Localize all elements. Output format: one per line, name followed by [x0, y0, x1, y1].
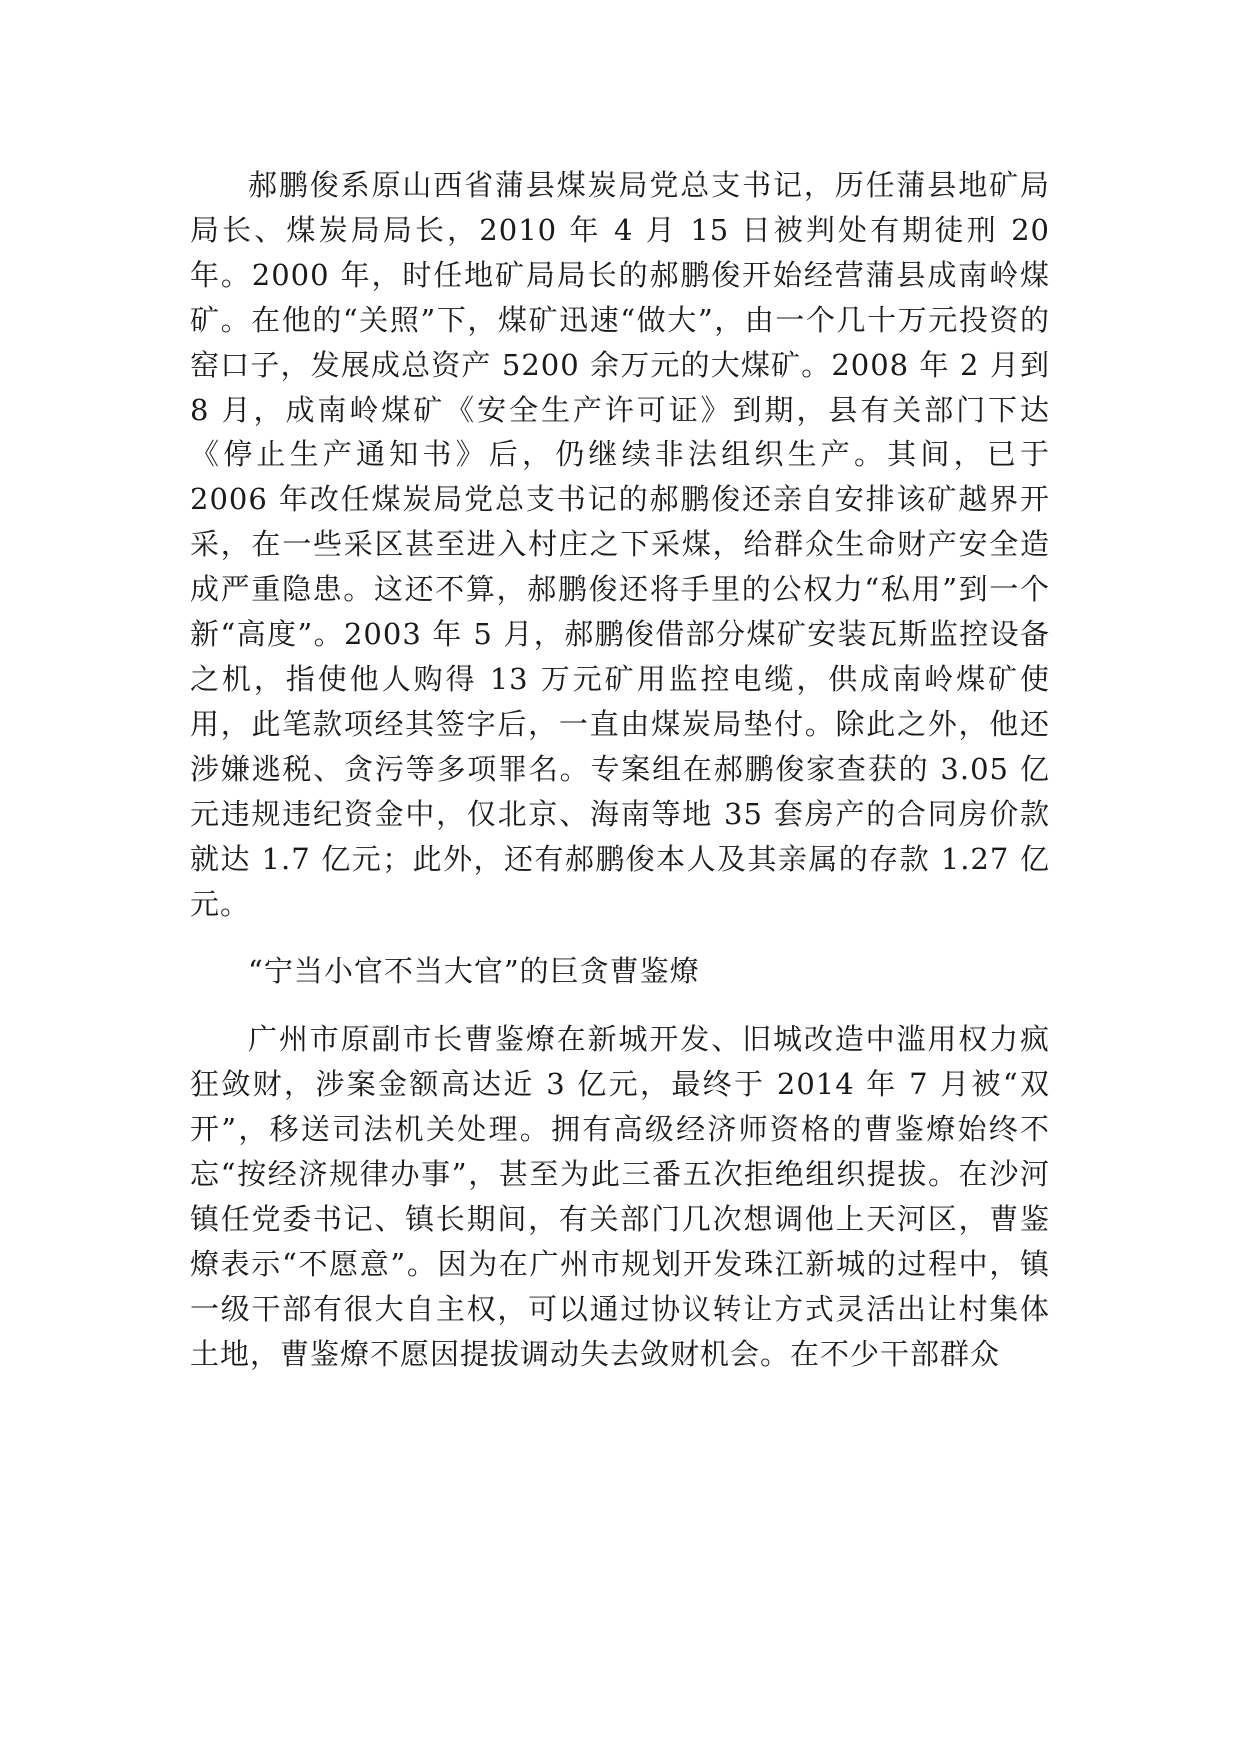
paragraph-hao-pengjun: 郝鹏俊系原山西省蒲县煤炭局党总支书记，历任蒲县地矿局局长、煤炭局局长，2010 年 4 月 15 日被判处有期徒刑 20 年。2000 年，时任地矿局局长的郝鹏俊开始经营蒲县成南岭煤矿。在他的“关照”下，煤矿迅速“做大”，由一个几十万元投资的窑口子，发展成总资产 5200 余万元的大煤矿。2008 年 2 月到 8 月，成南岭煤矿《安全生产许可证》到期，县有关部门下达《停止生产通知书》后，仍继续非法组织生产。其间，已于 2006 年改任煤炭局党总支书记的郝鹏俊还亲自安排该矿越界开采，在一些采区甚至进入村庄之下采煤，给群众生命财产安全造成严重隐患。这还不算，郝鹏俊还将手里的公权力“私用”到一个新“高度”。2003 年 5 月，郝鹏俊借部分煤矿安装瓦斯监控设备之机，指使他人购得 13 万元矿用监控电缆，供成南岭煤矿使用，此笔款项经其签字后，一直由煤炭局垫付。除此之外，他还涉嫌逃税、贪污等多项罪名。专案组在郝鹏俊家查获的 3.05 亿元违规违纪资金中，仅北京、海南等地 35 套房产的合同房价款就达 1.7 亿元；此外，还有郝鹏俊本人及其亲属的存款 1.27 亿元。: [190, 168, 1050, 921]
paragraph-cao-jianliao: 广州市原副市长曹鉴燎在新城开发、旧城改造中滥用权力疯狂敛财，涉案金额高达近 3 亿元，最终于 2014 年 7 月被“双开”，移送司法机关处理。拥有高级经济师资格的曹鉴燎始终不忘“按经济规律办事”，甚至为此三番五次拒绝组织提拔。在沙河镇任党委书记、镇长期间，有关部门几次想调他上天河区，曹鉴燎表示“不愿意”。因为在广州市规划开发珠江新城的过程中，镇一级干部有很大自主权，可以通过协议转让方式灵活出让村集体土地，曹鉴燎不愿因提拔调动失去敛财机会。在不少干部群众: [190, 1022, 1050, 1371]
section-heading: “宁当小官不当大官”的巨贪曹鉴燎: [248, 954, 700, 989]
document-body: [190, 163, 1050, 1377]
